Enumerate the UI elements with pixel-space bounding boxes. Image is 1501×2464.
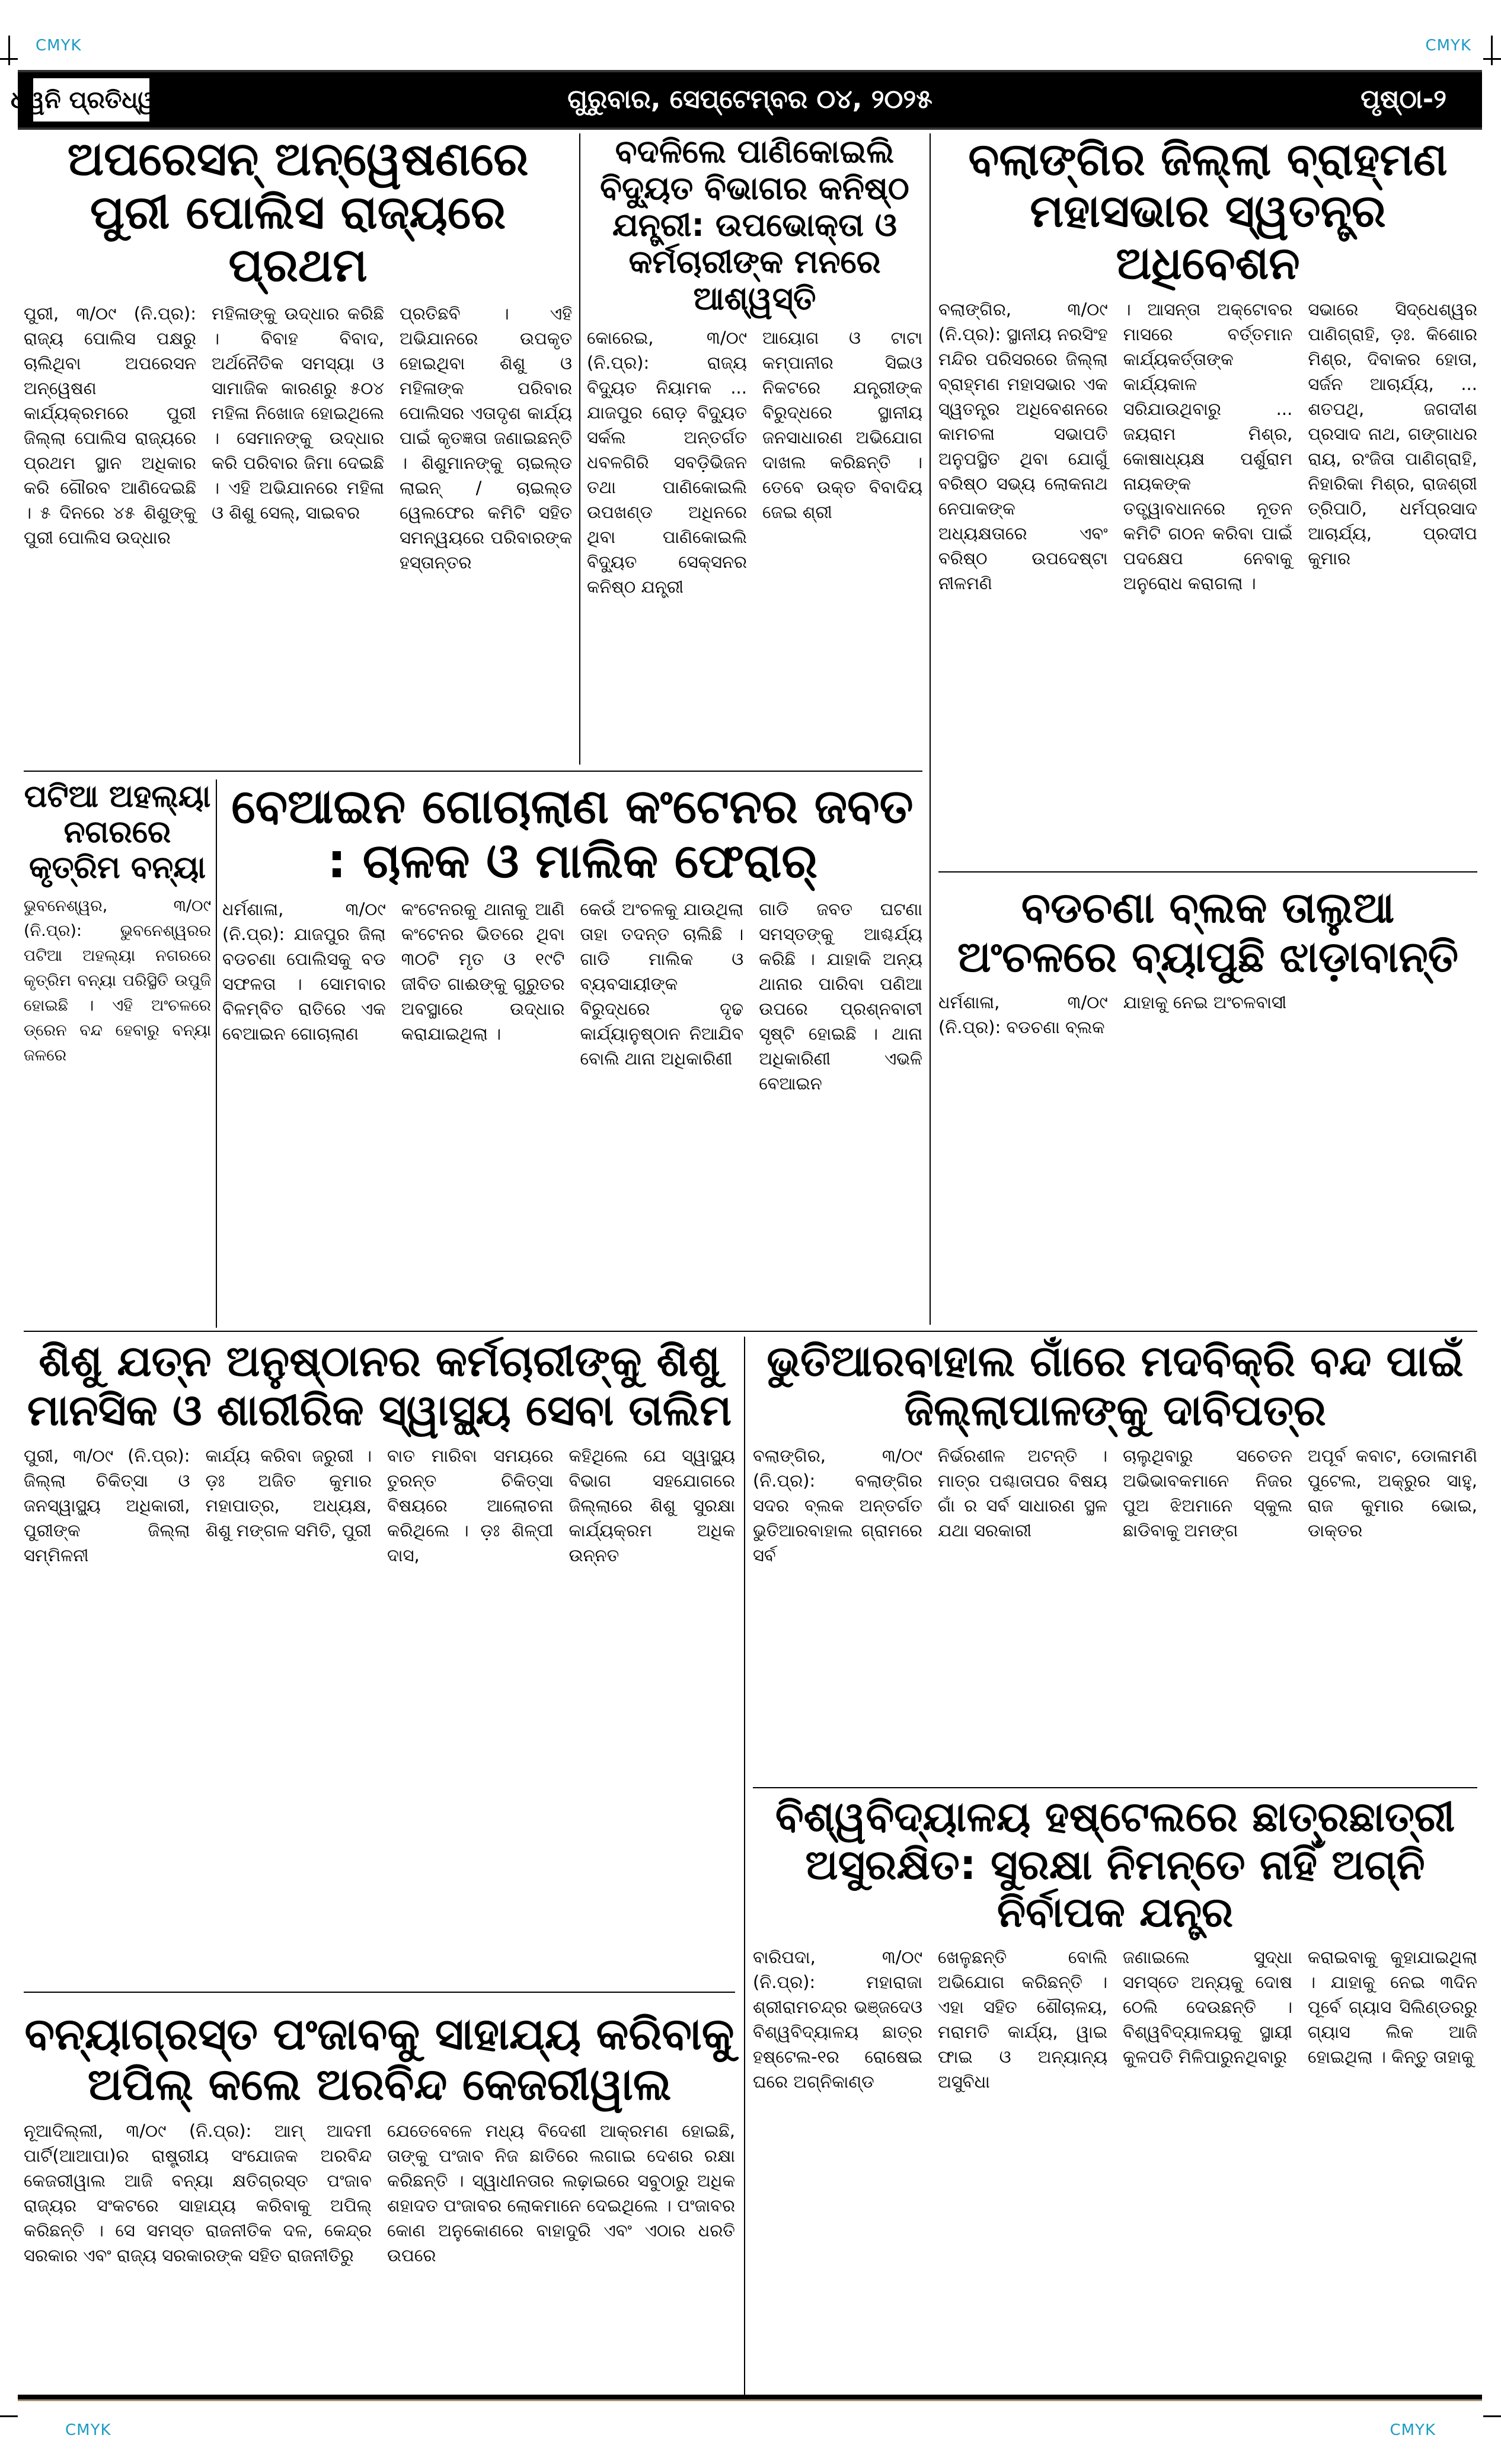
headline: ବିଶ୍ୱବିଦ୍ୟାଳୟ ହଷ୍ଟେଲରେ ଛାତ୍ରଛାତ୍ରୀ ଅସୁରକ୍ଷିତ: ସୁରକ୍ଷା ନିମନ୍ତେ ନାହିଁ ଅଗ୍ନି ନିର୍ବାପକ ଯନ୍ତ୍ର xyxy=(775,1792,1455,1936)
column-text: ପୁରୀ, ୩/୦୯ (ନି.ପ୍ର): ଜିଲ୍ଲା ଚିକିତ୍ସା ଓ ଜନସ୍ୱାସ୍ଥ୍ୟ ଅଧିକାରୀ, ପୁରୀଙ୍କ ଜିଲ୍ଲା ସମ୍ମିଳନୀ xyxy=(24,1445,190,1565)
column-text: । ଆସନ୍ତା ଅକ୍ଟୋବର ମାସରେ ବର୍ତ୍ତମାନ କାର୍ଯ୍ୟକର୍ତ୍ତାଙ୍କ କାର୍ଯ୍ୟକାଳ ସରିଯାଉଥିବାରୁ ... ଜୟରାମ ମିଶ୍ର, କୋଷାଧ୍ୟକ୍ଷ ପର୍ଶୁରାମ ନାୟକଙ୍କ ତତ୍ତ୍ୱାବଧାନରେ ନୂତନ କମିଟି ଗଠନ କରିବା ପାଇଁ ପଦକ୍ଷେପ ନେବାକୁ ଅନୁରୋଧ କରାଗଲା । xyxy=(1123,299,1293,594)
registration-mark xyxy=(0,2415,18,2417)
print-mark-top-right: CMYK xyxy=(1425,37,1471,55)
column-text: ଅପୂର୍ବ କବାଟ, ଡୋଳାମଣି ପୁଟେଲ, ଅକ୍ରୁର ସାହୁ, ରାଜ କୁମାର ଭୋଇ, ଡାକ୍ତର xyxy=(1308,1445,1477,1541)
headline: ପଟିଆ ଅହଲ୍ୟା ନଗରରେ କୃତ୍ରିମ ବନ୍ୟା xyxy=(24,779,211,886)
column-text: ଧର୍ମଶାଳା, ୩/୦୯ (ନି.ପ୍ର): ବଡଚଣା ବ୍ଲକ xyxy=(938,992,1108,1037)
column-text: ପ୍ରତିଛବି । ଏହି ଅଭିଯାନରେ ଉପକୃତ ହୋଇଥିବା ଶିଶୁ ଓ ମହିଳାଙ୍କ ପରିବାର ପୋଲିସର ଏତାଦୃଶ କାର୍ଯ୍ୟ ପାଇଁ କୃତଜ୍ଞତା ଜଣାଇଛନ୍ତି । ଶିଶୁମାନଙ୍କୁ ଚାଇଲ୍ଡ ଲାଇନ୍ / ଚାଇଲ୍ଡ ୱେଲଫେର କମିଟି ସହିତ ସମନ୍ୱୟରେ ପରିବାରଙ୍କ ହସ୍ତାନ୍ତର xyxy=(400,303,572,573)
column-text: ଯେତେବେଳେ ମଧ୍ୟ ବିଦେଶୀ ଆକ୍ରମଣ ହୋଇଛି, ତାଙ୍କୁ ପଂଜାବ ନିଜ ଛାତିରେ ଲଗାଇ ଦେଶର ରକ୍ଷା କରିଛନ୍ତି । ସ୍ୱାଧୀନତାର ଲଢ଼ାଇରେ ସବୁଠାରୁ ଅଧିକ ଶହାଦତ ପଂଜାବର ଲୋକମାନେ ଦେଇଥିଲେ । ପଂଜାବର କୋଣ ଅନୁକୋଣରେ ବାହାଦୁରି ଏବଂ ଏଠାର ଧରତି ଉପରେ xyxy=(387,2121,735,2266)
page-number: ପୃଷ୍ଠା-୨ xyxy=(1361,84,1446,114)
story-liquor-ban-petition xyxy=(753,1337,1477,1568)
headline: ବନ୍ୟାଗ୍ରସ୍ତ ପଂଜାବକୁ ସାହାଯ୍ୟ କରିବାକୁ ଅପିଲ୍ କଲେ ଅରବିନ୍ଦ କେଜରୀୱାଲ xyxy=(24,2009,734,2111)
headline: ବେଆଇନ ଗୋଚାଲାଣ କଂଟେନର ଜବତ : ଚାଳକ ଓ ମାଲିକ ଫେରାର୍ xyxy=(231,779,914,889)
section-divider xyxy=(24,1331,1477,1332)
column-divider xyxy=(744,1337,745,2395)
column-divider xyxy=(216,779,217,1328)
column-text: ଚାଲୁଥିବାରୁ ସଚେତନ ଅଭିଭାବକମାନେ ନିଜର ପୁଅ ଝିଅମାନେ ସ୍କୁଲ ଛାଡିବାକୁ ଅମଙ୍ଗ xyxy=(1123,1445,1292,1541)
print-mark-top-left: CMYK xyxy=(36,37,82,55)
registration-mark xyxy=(1491,36,1493,65)
column-text: ଆୟୋଗ ଓ ଟାଟା କମ୍ପାନୀର ସିଇଓ ନିକଟରେ ଯନ୍ତ୍ରୀଙ୍କ ବିରୁଦ୍ଧରେ ସ୍ଥାନୀୟ ଜନସାଧାରଣ ଅଭିଯୋଗ ଦାଖଲ କରିଛନ୍ତି । ତେବେ ଉକ୍ତ ବିବାଦିୟ ଜେଇ ଶ୍ରୀ xyxy=(762,328,922,523)
registration-mark xyxy=(1483,2415,1501,2417)
headline: ବଦଳିଲେ ପାଣିକୋଇଲି ବିଦ୍ୟୁତ ବିଭାଗର କନିଷ୍ଠ ଯନ୍ତ୍ରୀ: ଉପଭୋକ୍ତା ଓ କର୍ମଚାରୀଙ୍କ ମନରେ ଆଶ୍ୱସ୍ତି xyxy=(600,133,909,318)
registration-mark xyxy=(8,36,10,65)
column-text: ଗାଡି ଜବତ ଘଟଣା ସମସ୍ତଙ୍କୁ ଆଶ୍ଚର୍ଯ୍ୟ କରିଛି । ଯାହାକି ଅନ୍ୟ ଥାନାର ପାରିବା ପଣିଆ ଉପରେ ପ୍ରଶ୍ନବାଚୀ ସୃଷ୍ଟି ହୋଇଛି । ଥାନା ଅଧିକାରିଣୀ ଏଭଳି ବେଆଇନ xyxy=(759,899,922,1094)
story-punjab-flood-appeal xyxy=(24,2009,735,2268)
section-divider xyxy=(24,1992,735,1993)
story-child-care-training xyxy=(24,1337,735,1568)
story-cattle-container xyxy=(222,779,922,1096)
column-text: ବାତ ମାରିବା ସମୟରେ ତୁରନ୍ତ ଚିକିତ୍ସା ବିଷୟରେ ଆଲୋଚନା କରିଥିଲେ । ଡ଼ଃ ଶିଳ୍ପୀ ଦାସ, xyxy=(387,1445,554,1565)
story-puri-police xyxy=(24,133,572,575)
section-divider xyxy=(938,871,1477,873)
print-mark-bottom-right: CMYK xyxy=(1390,2421,1436,2439)
column-text: ଜଣାଇଲେ ସୁଦ୍ଧା ସମସ୍ତେ ଅନ୍ୟକୁ ଦୋଷ ଠେଲି ଦେଉଛନ୍ତି । ବିଶ୍ୱବିଦ୍ୟାଳୟକୁ ସ୍ଥାୟୀ କୁଳପତି ମିଳିପାରୁନଥିବାରୁ xyxy=(1123,1947,1292,2067)
column-text: ସଭାରେ ସିଦ୍ଧେଶ୍ୱର ପାଣିଗ୍ରାହି, ଡ଼ଃ. କିଶୋର ମିଶ୍ର, ଦିବାକର ହୋତା, ସର୍ଜନ ଆଚାର୍ଯ୍ୟ, ... ଶତପଥି, ଜଗଦୀଶ ପ୍ରସାଦ ନାଥ, ଗଙ୍ଗାଧର ରାୟ, ରଂଜିତା ପାଣିଗ୍ରାହି, ନିହାରିକା ମିଶ୍ର, ରାଜଶ୍ରୀ ତ୍ରିପାଠି, ଧର୍ମପ୍ରସାଦ ଆଚାର୍ଯ୍ୟ, ପ୍ରଦୀପ କୁମାର xyxy=(1308,299,1477,569)
column-divider xyxy=(930,133,931,1325)
column-text: ଭୁବନେଶ୍ୱର, ୩/୦୯ (ନି.ପ୍ର): ଭୁବନେଶ୍ୱରର ପଟିଆ ଅହଲ୍ୟା ନଗରରେ କୃତ୍ରିମ ବନ୍ୟା ପରିସ୍ଥିତି ଉପୁଜି ହୋଇଛି । ଏହି ଅଂଚଳରେ ଡ୍ରେନ ବନ୍ଦ ହେବାରୁ ବନ୍ୟା ଜଳରେ xyxy=(24,897,211,1065)
column-text: କୋରେଇ, ୩/୦୯ (ନି.ପ୍ର): ରାଜ୍ୟ ବିଦ୍ୟୁତ ନିୟାମକ ... ଯାଜପୁର ରୋଡ଼ ବିଦ୍ୟୁତ ସର୍କଲ ଅନ୍ତର୍ଗତ ଧବଳଗିରି ସବଡ଼ିଭିଜନ ତଥା ପାଣିକୋଇଲି ଉପଖଣ୍ଡ ଅଧିନରେ ଥିବା ପାଣିକୋଇଲି ବିଦ୍ୟୁତ ସେକ୍ସନର କନିଷ୍ଠ ଯନ୍ତ୍ରୀ xyxy=(587,328,747,597)
column-text: କରାଇବାକୁ କୁହାଯାଇଥିଲା । ଯାହାକୁ ନେଇ ୩ଦିନ ପୂର୍ବେ ଗ୍ୟାସ ସିଲିଣ୍ଡରରୁ ଗ୍ୟାସ ଲିକ ଆଜି ହୋଇଥିଲା । କିନ୍ତୁ ତାହାକୁ xyxy=(1308,1947,1477,2067)
column-text xyxy=(1308,990,1477,1040)
column-text: ନୂଆଦିଲ୍ଲୀ, ୩/୦୯ (ନି.ପ୍ର): ଆମ୍ ଆଦମୀ ପାର୍ଟି(ଆଆପା)ର ରାଷ୍ଟ୍ରୀୟ ସଂଯୋଜକ ଅରବିନ୍ଦ କେଜରୀୱାଲ ଆଜି ବନ୍ୟା କ୍ଷତିଗ୍ରସ୍ତ ପଂଜାବ ରାଜ୍ୟର ସଂକଟରେ ସାହାଯ୍ୟ କରିବାକୁ ଅପିଲ୍ କରିଛନ୍ତି । ସେ ସମସ୍ତ ରାଜନୀତିକ ଦଳ, କେନ୍ଦ୍ର ସରକାର ଏବଂ ରାଜ୍ୟ ସରକାରଙ୍କ ସହିତ ରାଜନୀତିରୁ xyxy=(24,2121,372,2266)
story-university-hostel xyxy=(753,1793,1477,2094)
print-mark-bottom-left: CMYK xyxy=(65,2421,111,2439)
story-diarrhoea-outbreak xyxy=(938,883,1477,1040)
column-text: କଂଟେନରକୁ ଥାନାକୁ ଆଣି କଂଟେନର ଭିତରେ ଥିବା ୩୦ଟି ମୃତ ଓ ୧୯ଟି ଜୀବିତ ଗାଈଙ୍କୁ ଗୁରୁତର ଅବସ୍ଥାରେ ଉଦ୍ଧାର କରାଯାଇଥିଲା । xyxy=(401,899,565,1044)
story-patia-flood xyxy=(24,779,211,1068)
column-text: କାର୍ଯ୍ୟ କରିବା ଜରୁରୀ । ଡ଼ଃ ଅଜିତ କୁମାର ମହାପାତ୍ର, ଅଧ୍ୟକ୍ଷ, ଶିଶୁ ମଙ୍ଗଳ ସମିତି, ପୁରୀ xyxy=(205,1445,372,1541)
headline: ଅପରେସନ୍ ଅନ୍ୱେଷଣରେ ପୁରୀ ପୋଲିସ ରାଜ୍ୟରେ ପ୍ରଥମ xyxy=(67,133,529,293)
story-brahmin-mahasabha xyxy=(938,133,1477,596)
section-divider xyxy=(753,1787,1477,1788)
column-text: ପୁରୀ, ୩/୦୯ (ନି.ପ୍ର): ରାଜ୍ୟ ପୋଲିସ ପକ୍ଷରୁ ଚାଲିଥିବା ଅପରେସନ ଅନ୍ୱେଷଣ କାର୍ଯ୍ୟକ୍ରମରେ ପୁରୀ ଜିଲ୍ଲା ପୋଲିସ ରାଜ୍ୟରେ ପ୍ରଥମ ସ୍ଥାନ ଅଧିକାର କରି ଗୌରବ ଆଣିଦେଇଛି । ୫ ଦିନରେ ୪୫ ଶିଶୁଙ୍କୁ ପୁରୀ ପୋଲିସ ଉଦ୍ଧାର xyxy=(24,303,196,548)
newspaper-logo: ଧ୍ୱନି ପ୍ରତିଧ୍ୱନି xyxy=(33,78,149,122)
column-text: ଧର୍ମଶାଳା, ୩/୦୯ (ନି.ପ୍ର): ଯାଜପୁର ଜିଲା ବଡଚଣା ପୋଲିସକୁ ବଡ ସଫଳତା । ସୋମବାର ବିଳମ୍ବିତ ରାତିରେ ଏକ ବେଆଇନ ଗୋଚାଲାଣ xyxy=(222,899,386,1044)
issue-date: ଗୁରୁବାର, ସେପ୍ଟେମ୍ବର ୦୪, ୨୦୨୫ xyxy=(567,84,932,114)
column-text: ଖେଳୁଛନ୍ତି ବୋଲି ଅଭିଯୋଗ କରିଛନ୍ତି । ଏହା ସହିତ ଶୌଚାଳୟ, ମରାମତି କାର୍ଯ୍ୟ, ୱାଇ ଫାଇ ଓ ଅନ୍ୟାନ୍ୟ ଅସୁବିଧା xyxy=(938,1947,1107,2092)
section-divider xyxy=(24,771,922,772)
column-text: କହିଥିଲେ ଯେ ସ୍ୱାସ୍ଥ୍ୟ ବିଭାଗ ସହଯୋଗରେ ଜିଲ୍ଲାରେ ଶିଶୁ ସୁରକ୍ଷା କାର୍ଯ୍ୟକ୍ରମ ଅଧିକ ଉନ୍ନତ xyxy=(569,1445,735,1565)
column-text: ବଲାଙ୍ଗିର, ୩/୦୯ (ନି.ପ୍ର): ସ୍ଥାନୀୟ ନରସିଂହ ମନ୍ଦିର ପରିସରରେ ଜିଲ୍ଲା ବ୍ରାହ୍ମଣ ମହାସଭାର ଏକ ସ୍ୱତନ୍ତ୍ର ଅଧିବେଶନରେ କାମଚଳା ସଭାପତି ଅନୁପସ୍ଥିତ ଥିବା ଯୋଗୁଁ ବରିଷ୍ଠ ସଭ୍ୟ ଲୋକନାଥ ନେପାକଙ୍କ ଅଧ୍ୟକ୍ଷତାରେ ଏବଂ ବରିଷ୍ଠ ଉପଦେଷ୍ଟା ନୀଳମଣି xyxy=(938,299,1108,594)
page-footer-rule xyxy=(18,2395,1482,2401)
column-text: ମହିଳାଙ୍କୁ ଉଦ୍ଧାର କରିଛି । ବିବାହ ବିବାଦ, ଅର୍ଥନୈତିକ ସମସ୍ୟା ଓ ସାମାଜିକ କାରଣରୁ ୫୦୪ ମହିଳା ନିଖୋଜ ହୋଇଥିଲେ । ସେମାନଙ୍କୁ ଉଦ୍ଧାର କରି ପରିବାର ଜିମା ଦେଇଛି । ଏହି ଅଭିଯାନରେ ମହିଳା ଓ ଶିଶୁ ସେଲ୍, ସାଇବର xyxy=(212,303,384,523)
column-text: ନିର୍ଭରଶୀଳ ଅଟନ୍ତି । ମାତ୍ର ପଶ୍ଚାତାପର ବିଷୟ ଗାଁ ର ସର୍ବ ସାଧାରଣ ସ୍ଥଳ ଯଥା ସରକାରୀ xyxy=(938,1445,1107,1541)
masthead-bar xyxy=(10,70,1482,130)
column-text: ଯାହାକୁ ନେଇ ଅଂଚଳବାସୀ xyxy=(1123,992,1287,1012)
headline: ଭୁତିଆରବାହାଲ ଗାଁରେ ମଦବିକ୍ରି ବନ୍ଦ ପାଇଁ ଜିଲ୍ଲାପାଳଙ୍କୁ ଦାବିପତ୍ର xyxy=(767,1336,1464,1435)
headline: ବଲାଙ୍ଗିର ଜିଲ୍ଲା ବ୍ରାହ୍ମଣ ମହାସଭାର ସ୍ୱତନ୍ତ୍ର ଅଧିବେଶନ xyxy=(968,133,1448,289)
column-text: କେଉଁ ଅଂଚଳକୁ ଯାଉଥିଲା ତାହା ତଦନ୍ତ ଚାଲିଛି । ଗାଡି ମାଲିକ ଓ ବ୍ୟବସାୟୀଙ୍କ ବିରୁଦ୍ଧରେ ଦୃଢ କାର୍ଯ୍ୟାନୁଷ୍ଠାନ ନିଆଯିବ ବୋଲି ଥାନା ଅଧିକାରିଣୀ xyxy=(580,899,744,1069)
headline: ବଡଚଣା ବ୍ଲକ ତାଲୁଆ ଅଂଚଳରେ ବ୍ୟାପୁଛି ଝାଡ଼ାବାନ୍ତି xyxy=(957,883,1459,982)
column-text: ବଲାଙ୍ଗିର, ୩/୦୯ (ନି.ପ୍ର): ବଲାଙ୍ଗିର ସଦର ବ୍ଲକ ଅନ୍ତର୍ଗତ ଭୁତିଆରବାହାଲ ଗ୍ରାମରେ ସର୍ବ xyxy=(753,1445,922,1565)
column-text: ବାରିପଦା, ୩/୦୯ (ନି.ପ୍ର): ମହାରାଜା ଶ୍ରୀରାମଚନ୍ଦ୍ର ଭଞ୍ଜଦେଓ ବିଶ୍ୱବିଦ୍ୟାଳୟ ଛାତ୍ର ହଷ୍ଟେଲ-୧ର ରୋଷେଇ ଘରେ ଅଗ୍ନିକାଣ୍ଡ xyxy=(753,1947,922,2092)
story-electricity-engineer xyxy=(587,133,922,599)
column-divider xyxy=(579,133,580,765)
headline: ଶିଶୁ ଯତ୍ନ ଅନୁଷ୍ଠାନର କର୍ମଚାରୀଙ୍କୁ ଶିଶୁ ମାନସିକ ଓ ଶାରୀରିକ ସ୍ୱାସ୍ଥ୍ୟ ସେବା ତାଲିମ xyxy=(27,1336,732,1435)
